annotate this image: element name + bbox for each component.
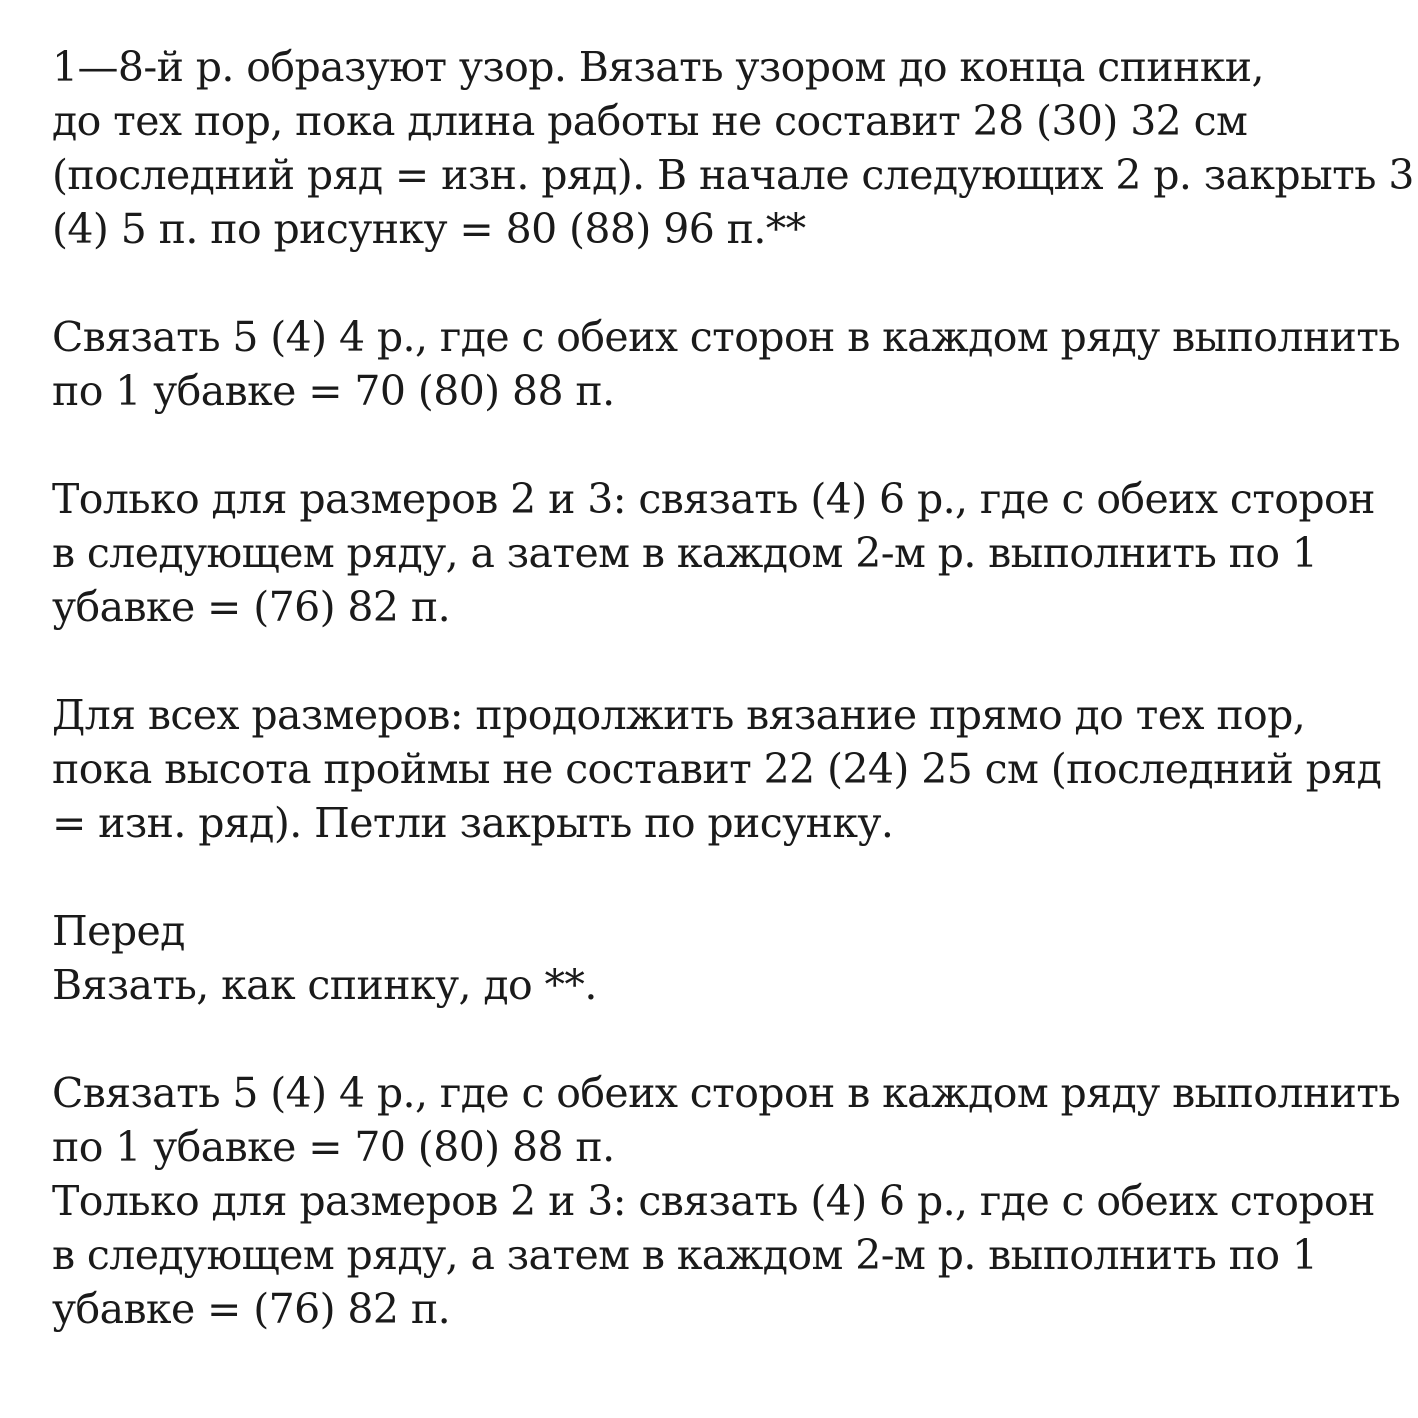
text-line: 1—8-й р. образуют узор. Вязать узором до конца спинки, <box>52 43 1264 91</box>
text-line: (последний ряд = изн. ряд). В начале следующих 2 р. закрыть 3 <box>52 151 1414 199</box>
text-line: до тех пор, пока длина работы не составит 28 (30) 32 см <box>52 97 1248 145</box>
text-line: убавке = (76) 82 п. <box>52 583 450 631</box>
text-line: убавке = (76) 82 п. <box>52 1285 450 1333</box>
text-line: Только для размеров 2 и 3: связать (4) 6 р., где с обеих сторон <box>52 1177 1375 1225</box>
text-line: Для всех размеров: продолжить вязание прямо до тех пор, <box>52 691 1306 739</box>
text-line: по 1 убавке = 70 (80) 88 п. <box>52 1123 615 1171</box>
text-line: пока высота проймы не составит 22 (24) 25 см (последний ряд <box>52 745 1382 793</box>
paragraph-spacer <box>52 634 1392 688</box>
text-line: = изн. ряд). Петли закрыть по рисунку. <box>52 799 894 847</box>
text-line: Связать 5 (4) 4 р., где с обеих сторон в каждом ряду выполнить <box>52 313 1401 361</box>
text-line: по 1 убавке = 70 (80) 88 п. <box>52 367 615 415</box>
document-page <box>52 40 1414 1336</box>
text-line: Связать 5 (4) 4 р., где с обеих сторон в каждом ряду выполнить <box>52 1069 1401 1117</box>
paragraph-all-sizes <box>52 688 1392 850</box>
text-line: Только для размеров 2 и 3: связать (4) 6 р., где с обеих сторон <box>52 475 1375 523</box>
paragraph-sizes-2-3 <box>52 472 1392 634</box>
text-line: в следующем ряду, а затем в каждом 2-м р. выполнить по 1 <box>52 529 1318 577</box>
paragraph-spacer <box>52 256 1392 310</box>
paragraph-spacer <box>52 850 1392 904</box>
paragraph-front-decrease <box>52 1066 1401 1336</box>
paragraph-spacer <box>52 418 1392 472</box>
text-line: (4) 5 п. по рисунку = 80 (88) 96 п.** <box>52 205 806 253</box>
text-line: Вязать, как спинку, до **. <box>52 961 597 1009</box>
paragraph-spacer <box>52 1012 1392 1066</box>
text-line: в следующем ряду, а затем в каждом 2-м р. выполнить по 1 <box>52 1231 1318 1279</box>
paragraph-decrease <box>52 310 1401 418</box>
section-heading: Перед <box>52 907 185 955</box>
section-front <box>52 904 1392 1012</box>
paragraph-back-pattern <box>52 40 1414 256</box>
